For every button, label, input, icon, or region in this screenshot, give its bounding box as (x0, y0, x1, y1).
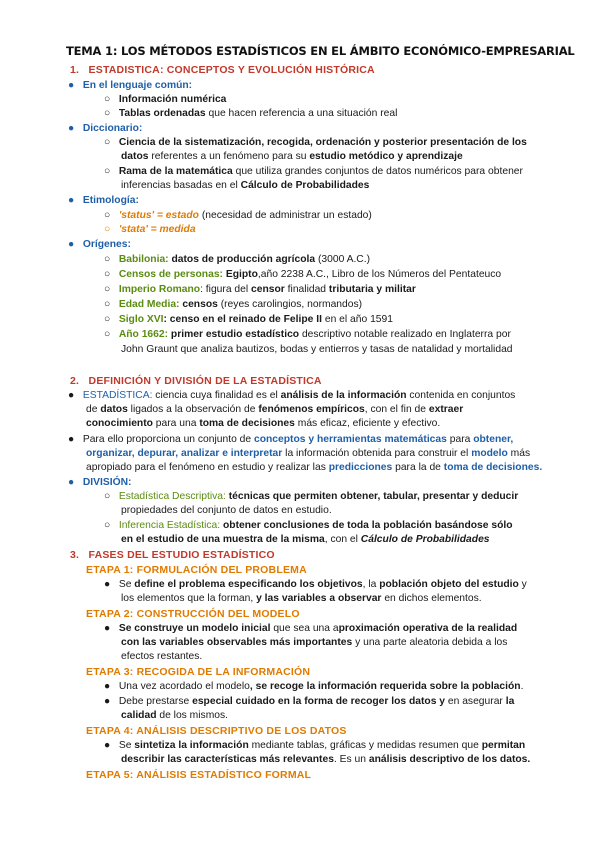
origenes-item-3: ○ Imperio Romano: figura del censor finalidad tributaria y militar (104, 284, 416, 295)
etapa-4-line-1: ● Se sintetiza la información mediante tablas, gráficas y medidas resumen que permitan (104, 740, 526, 751)
etapa-3-line-2: ● Debe prestarse especial cuidado en la forma de recoger los datos y en asegurar la (104, 696, 515, 707)
etapa-2-line-3: efectos restantes. (121, 651, 203, 662)
herramientas-line-3: apropiado para el fenómeno en estudio y realizar las predicciones para la de toma de decisiones. (86, 462, 543, 473)
lenguaje-item-2: ○ Tablas ordenadas que hacen referencia a una situación real (104, 108, 398, 119)
estadistica-def-line-1: ● ESTADÍSTICA: ciencia cuya finalidad es el análisis de la información contenida en conjuntos (68, 390, 516, 401)
origenes: ● Orígenes: (68, 239, 131, 250)
diccionario-item-2-cont: inferencias basadas en el Cálculo de Probabilidades (121, 180, 370, 191)
division-item-1-cont: propiedades del conjunto de datos en estudio. (121, 505, 332, 516)
etapa-2-line-2: con las variables observables más importantes y una parte aleatoria debida a los (121, 637, 508, 648)
etapa-5-heading: ETAPA 5: ANÁLISIS ESTADÍSTICO FORMAL (86, 769, 312, 781)
diccionario-item-1: ○ Ciencia de la sistematización, recogida, ordenación y posterior presentación de los (104, 137, 527, 148)
estadistica-def-line-3: conocimiento para una toma de decisiones más eficaz, eficiente y efectivo. (86, 418, 441, 429)
etapa-1-line-2: los elementos que la forman, y las variables a observar en dichos elementos. (121, 593, 482, 604)
origenes-item-6: ○ Año 1662: primer estudio estadístico descriptivo notable realizado en Inglaterra por (104, 329, 511, 340)
herramientas-line-1: ● Para ello proporciona un conjunto de conceptos y herramientas matemáticas para obtener, (68, 434, 514, 445)
estadistica-def-line-2: de datos ligados a la observación de fenómenos empíricos, con el fin de extraer (86, 404, 464, 415)
etapa-1-heading: ETAPA 1: FORMULACIÓN DEL PROBLEMA (86, 564, 307, 576)
section-3-heading: 3. FASES DEL ESTUDIO ESTADÍSTICO (70, 549, 275, 561)
etimologia-item-1: ○ 'status' = estado (necesidad de administrar un estado) (104, 210, 372, 221)
diccionario-item-1-cont: datos referentes a un fenómeno para su estudio metódico y aprendizaje (121, 151, 463, 162)
etapa-2-line-1: ● Se construye un modelo inicial que sea una aproximación operativa de la realidad (104, 623, 518, 634)
section-2-heading: 2. DEFINICIÓN Y DIVISIÓN DE LA ESTADÍSTICA (70, 375, 322, 387)
origenes-item-2: ○ Censos de personas: Egipto,año 2238 A.C., Libro de los Números del Pentateuco (104, 269, 502, 280)
etapa-3-heading: ETAPA 3: RECOGIDA DE LA INFORMACIÓN (86, 666, 311, 678)
etapa-3-line-1: ● Una vez acordado el modelo, se recoge la información requerida sobre la población. (104, 681, 524, 692)
etapa-1-line-1: ● Se define el problema especificando los objetivos, la población objeto del estudio y (104, 579, 527, 590)
lenguaje-comun: ● En el lenguaje común: (68, 80, 193, 91)
division-item-2-cont: en el estudio de una muestra de la misma, con el Cálculo de Probabilidades (121, 534, 490, 545)
etimologia-item-2: ○ 'stata' = medida (104, 224, 196, 235)
document-title: TEMA 1: LOS MÉTODOS ESTADÍSTICOS EN EL ÁMBITO ECONÓMICO-EMPRESARIAL (66, 44, 575, 58)
diccionario-item-2: ○ Rama de la matemática que utiliza grandes conjuntos de datos numéricos para obtener (104, 166, 523, 177)
lenguaje-item-1: ○ Información numérica (104, 94, 227, 105)
origenes-item-1: ○ Babilonia: datos de producción agrícola (3000 A.C.) (104, 254, 371, 265)
division-item-2: ○ Inferencia Estadística: obtener conclusiones de toda la población basándose sólo (104, 520, 513, 531)
etapa-4-heading: ETAPA 4: ANÁLISIS DESCRIPTIVO DE LOS DATOS (86, 725, 347, 737)
etimologia: ● Etimología: (68, 195, 139, 206)
origenes-item-4: ○ Edad Media: censos (reyes carolingios, normandos) (104, 299, 363, 310)
etapa-2-heading: ETAPA 2: CONSTRUCCIÓN DEL MODELO (86, 608, 300, 620)
herramientas-line-2: organizar, depurar, analizar e interpretar la información obtenida para construir el modelo más (86, 448, 531, 459)
origenes-item-5: ○ Siglo XVI: censo en el reinado de Felipe II en el año 1591 (104, 314, 393, 325)
etapa-4-line-2: describir las características más relevantes. Es un análisis descriptivo de los datos. (121, 754, 531, 765)
diccionario: ● Diccionario: (68, 123, 143, 134)
etapa-3-line-3: calidad de los mismos. (121, 710, 229, 721)
origenes-item-6-cont: John Graunt que analiza bautizos, bodas y entierros y tasas de natalidad y mortalidad (121, 344, 513, 355)
division-item-1: ○ Estadística Descriptiva: técnicas que permiten obtener, tabular, presentar y deducir (104, 491, 519, 502)
division: ● DIVISIÓN: (68, 477, 132, 488)
section-1-heading: 1. ESTADISTICA: CONCEPTOS Y EVOLUCIÓN HISTÓRICA (70, 64, 375, 76)
